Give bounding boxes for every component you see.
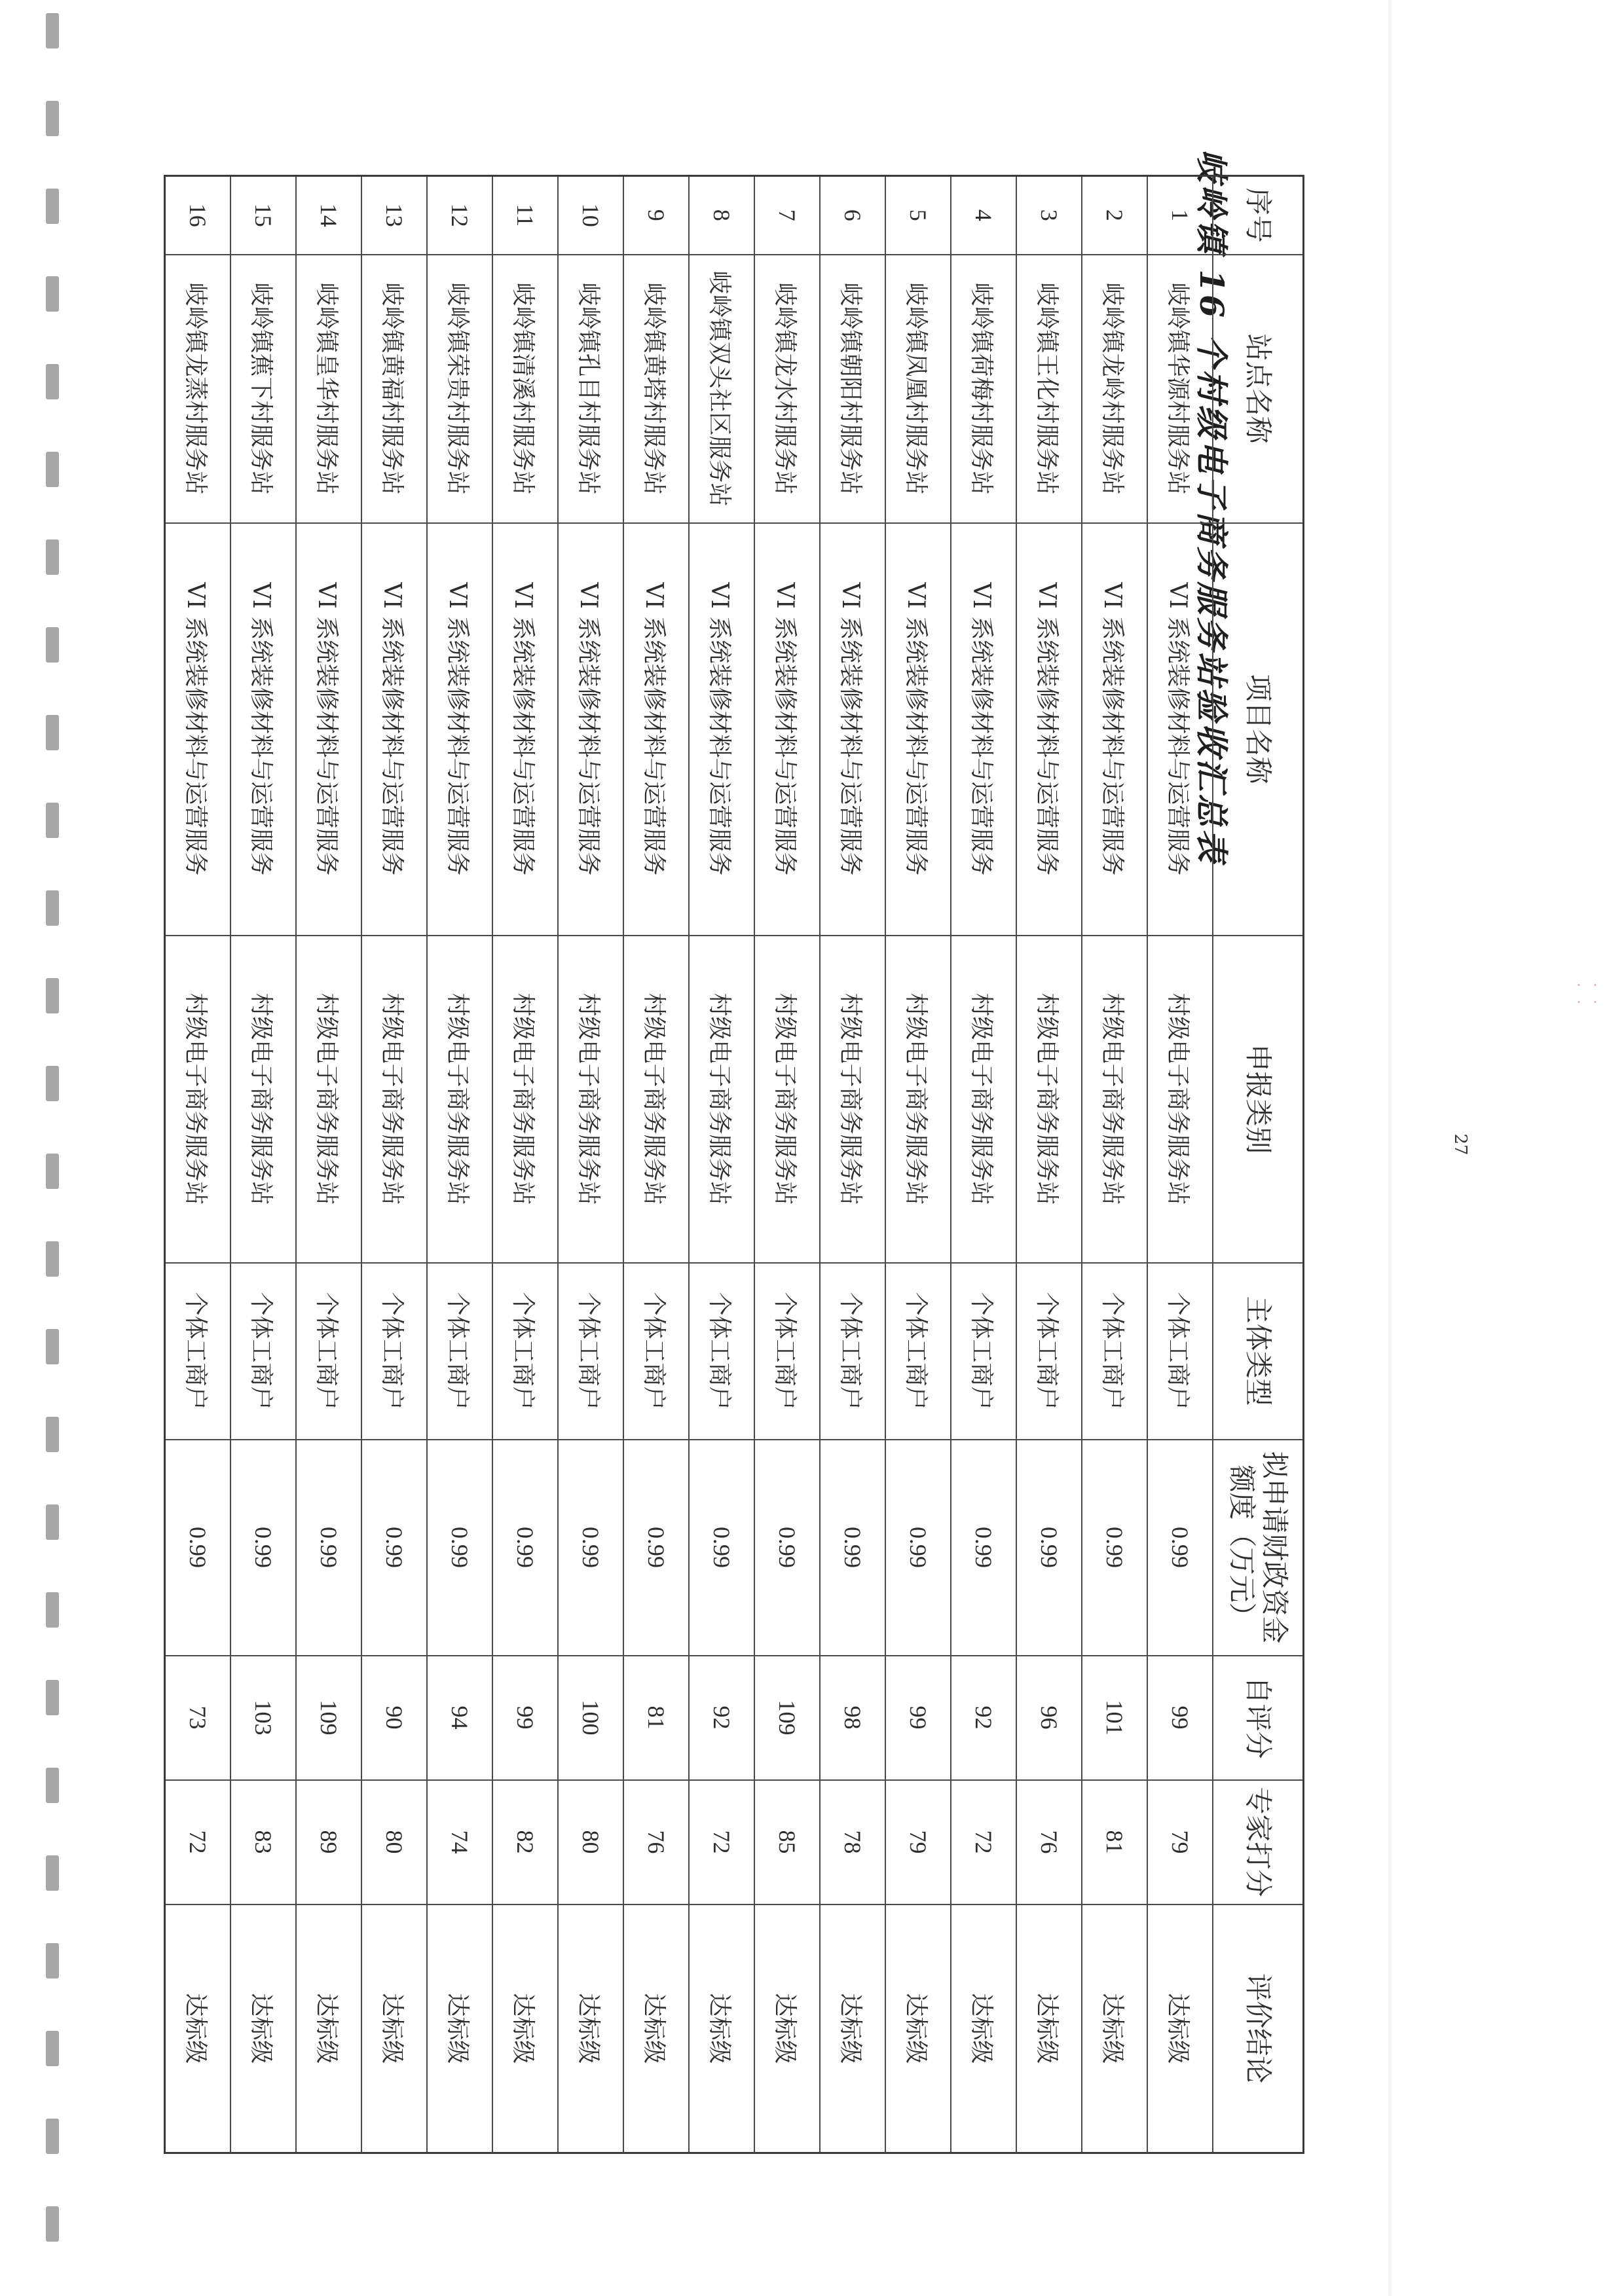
cell-site-name: 岐岭镇朝阳村服务站	[820, 255, 885, 523]
binding-hole	[46, 2119, 59, 2154]
cell-project-name: VI 系统装修材料与运营服务	[689, 523, 754, 936]
cell-amount: 0.99	[1147, 1440, 1213, 1656]
binding-hole	[46, 276, 59, 312]
cell-entity-type: 个体工商户	[689, 1263, 754, 1440]
cell-expert-score: 72	[689, 1780, 754, 1904]
cell-no: 6	[820, 176, 885, 255]
cell-category: 村级电子商务服务站	[558, 936, 623, 1263]
cell-amount: 0.99	[820, 1440, 885, 1656]
cell-amount: 0.99	[427, 1440, 492, 1656]
cell-category: 村级电子商务服务站	[296, 936, 361, 1263]
binding-hole	[46, 1329, 59, 1364]
cell-entity-type: 个体工商户	[492, 1263, 558, 1440]
table-row	[754, 176, 820, 2153]
cell-no: 10	[558, 176, 623, 255]
table-row	[1016, 176, 1082, 2153]
cell-conclusion: 达标级	[951, 1904, 1016, 2153]
cell-self-score: 90	[361, 1656, 427, 1780]
cell-site-name: 岐岭镇凤凰村服务站	[885, 255, 951, 523]
cell-site-name: 岐岭镇黄塔村服务站	[623, 255, 689, 523]
cell-conclusion: 达标级	[1147, 1904, 1213, 2153]
cell-expert-score: 76	[623, 1780, 689, 1904]
cell-project-name: VI 系统装修材料与运营服务	[427, 523, 492, 936]
cell-site-name: 岐岭镇华源村服务站	[1147, 255, 1213, 523]
cell-project-name: VI 系统装修材料与运营服务	[820, 523, 885, 936]
binding-hole	[46, 1855, 59, 1891]
cell-entity-type: 个体工商户	[427, 1263, 492, 1440]
table-header-row	[1213, 176, 1304, 2153]
cell-expert-score: 89	[296, 1780, 361, 1904]
table-row	[558, 176, 623, 2153]
binding-hole	[46, 1154, 59, 1189]
table-row	[296, 176, 361, 2153]
cell-project-name: VI 系统装修材料与运营服务	[885, 523, 951, 936]
cell-amount: 0.99	[492, 1440, 558, 1656]
binding-hole	[46, 978, 59, 1013]
cell-category: 村级电子商务服务站	[754, 936, 820, 1263]
header-entity-type: 主体类型	[1213, 1263, 1304, 1440]
cell-self-score: 99	[492, 1656, 558, 1780]
cell-category: 村级电子商务服务站	[623, 936, 689, 1263]
cell-amount: 0.99	[754, 1440, 820, 1656]
cell-site-name: 岐岭镇清溪村服务站	[492, 255, 558, 523]
cell-site-name: 岐岭镇荷梅村服务站	[951, 255, 1016, 523]
cell-entity-type: 个体工商户	[1082, 1263, 1147, 1440]
cell-project-name: VI 系统装修材料与运营服务	[951, 523, 1016, 936]
summary-table-frame	[164, 175, 1304, 2154]
cell-amount: 0.99	[1016, 1440, 1082, 1656]
table-row	[689, 176, 754, 2153]
cell-project-name: VI 系统装修材料与运营服务	[558, 523, 623, 936]
cell-amount: 0.99	[558, 1440, 623, 1656]
cell-entity-type: 个体工商户	[820, 1263, 885, 1440]
cell-category: 村级电子商务服务站	[1147, 936, 1213, 1263]
cell-no: 15	[231, 176, 296, 255]
cell-category: 村级电子商务服务站	[1082, 936, 1147, 1263]
cell-self-score: 99	[885, 1656, 951, 1780]
cell-project-name: VI 系统装修材料与运营服务	[754, 523, 820, 936]
cell-expert-score: 82	[492, 1780, 558, 1904]
cell-self-score: 81	[623, 1656, 689, 1780]
cell-project-name: VI 系统装修材料与运营服务	[492, 523, 558, 936]
cell-entity-type: 个体工商户	[1147, 1263, 1213, 1440]
table-row	[623, 176, 689, 2153]
cell-site-name: 岐岭镇孔目村服务站	[558, 255, 623, 523]
binding-hole	[46, 13, 59, 48]
binding-hole	[46, 803, 59, 838]
cell-site-name: 岐岭镇皇华村服务站	[296, 255, 361, 523]
cell-conclusion: 达标级	[427, 1904, 492, 2153]
table-row	[361, 176, 427, 2153]
table-row	[231, 176, 296, 2153]
cell-expert-score: 78	[820, 1780, 885, 1904]
header-amount: 拟申请财政资金额度（万元）	[1213, 1440, 1304, 1656]
binding-hole	[46, 1066, 59, 1101]
cell-self-score: 99	[1147, 1656, 1213, 1780]
cell-project-name: VI 系统装修材料与运营服务	[231, 523, 296, 936]
binding-hole	[46, 1943, 59, 1978]
cell-expert-score: 76	[1016, 1780, 1082, 1904]
cell-entity-type: 个体工商户	[754, 1263, 820, 1440]
cell-category: 村级电子商务服务站	[885, 936, 951, 1263]
cell-expert-score: 72	[165, 1780, 231, 1904]
cell-conclusion: 达标级	[1082, 1904, 1147, 2153]
cell-no: 12	[427, 176, 492, 255]
binding-hole	[46, 364, 59, 399]
cell-site-name: 岐岭镇荣贵村服务站	[427, 255, 492, 523]
binding-hole	[46, 1241, 59, 1277]
cell-conclusion: 达标级	[820, 1904, 885, 2153]
binding-hole	[46, 2206, 59, 2242]
cell-site-name: 岐岭镇黄福村服务站	[361, 255, 427, 523]
page-number: 27	[1450, 1133, 1470, 1156]
cell-conclusion: 达标级	[558, 1904, 623, 2153]
cell-amount: 0.99	[1082, 1440, 1147, 1656]
cell-entity-type: 个体工商户	[361, 1263, 427, 1440]
table-row	[1147, 176, 1213, 2153]
cell-category: 村级电子商务服务站	[951, 936, 1016, 1263]
binding-hole	[46, 1680, 59, 1715]
cell-no: 16	[165, 176, 231, 255]
header-project-name: 项目名称	[1213, 523, 1304, 936]
cell-expert-score: 74	[427, 1780, 492, 1904]
cell-no: 1	[1147, 176, 1213, 255]
binding-strip	[31, 0, 77, 2296]
cell-site-name: 岐岭镇王化村服务站	[1016, 255, 1082, 523]
page-edge-shadow	[1388, 0, 1392, 2296]
cell-category: 村级电子商务服务站	[231, 936, 296, 1263]
cell-expert-score: 72	[951, 1780, 1016, 1904]
document-title: 岐岭镇 16 个村级电子商务服务站验收汇总表	[1192, 149, 1231, 865]
cell-entity-type: 个体工商户	[296, 1263, 361, 1440]
cell-site-name: 岐岭镇蕉下村服务站	[231, 255, 296, 523]
cell-expert-score: 79	[1147, 1780, 1213, 1904]
table-row	[492, 176, 558, 2153]
cell-conclusion: 达标级	[296, 1904, 361, 2153]
header-conclusion: 评价结论	[1213, 1904, 1304, 2153]
binding-hole	[46, 627, 59, 663]
cell-conclusion: 达标级	[754, 1904, 820, 2153]
table-row	[1082, 176, 1147, 2153]
cell-expert-score: 79	[885, 1780, 951, 1904]
cell-self-score: 94	[427, 1656, 492, 1780]
binding-hole	[46, 1417, 59, 1452]
cell-category: 村级电子商务服务站	[165, 936, 231, 1263]
cell-no: 7	[754, 176, 820, 255]
cell-conclusion: 达标级	[165, 1904, 231, 2153]
binding-hole	[46, 1504, 59, 1540]
cell-site-name: 岐岭镇龙岭村服务站	[1082, 255, 1147, 523]
cell-category: 村级电子商务服务站	[361, 936, 427, 1263]
cell-self-score: 100	[558, 1656, 623, 1780]
binding-hole	[46, 539, 59, 575]
cell-site-name: 岐岭镇双头社区服务站	[689, 255, 754, 523]
table-row	[885, 176, 951, 2153]
cell-amount: 0.99	[623, 1440, 689, 1656]
cell-project-name: VI 系统装修材料与运营服务	[296, 523, 361, 936]
cell-category: 村级电子商务服务站	[820, 936, 885, 1263]
cell-expert-score: 83	[231, 1780, 296, 1904]
cell-self-score: 103	[231, 1656, 296, 1780]
cell-amount: 0.99	[296, 1440, 361, 1656]
cell-category: 村级电子商务服务站	[689, 936, 754, 1263]
cell-project-name: VI 系统装修材料与运营服务	[1082, 523, 1147, 936]
cell-self-score: 92	[689, 1656, 754, 1780]
cell-amount: 0.99	[361, 1440, 427, 1656]
cell-conclusion: 达标级	[1016, 1904, 1082, 2153]
cell-conclusion: 达标级	[689, 1904, 754, 2153]
cell-amount: 0.99	[689, 1440, 754, 1656]
header-site-name: 站点名称	[1213, 255, 1304, 523]
edge-mark: · · · ·	[1570, 983, 1602, 1008]
cell-self-score: 109	[754, 1656, 820, 1780]
cell-entity-type: 个体工商户	[231, 1263, 296, 1440]
cell-self-score: 101	[1082, 1656, 1147, 1780]
cell-category: 村级电子商务服务站	[1016, 936, 1082, 1263]
cell-entity-type: 个体工商户	[885, 1263, 951, 1440]
cell-no: 5	[885, 176, 951, 255]
binding-hole	[46, 101, 59, 136]
cell-project-name: VI 系统装修材料与运营服务	[165, 523, 231, 936]
cell-amount: 0.99	[885, 1440, 951, 1656]
cell-conclusion: 达标级	[885, 1904, 951, 2153]
cell-project-name: VI 系统装修材料与运营服务	[361, 523, 427, 936]
cell-expert-score: 80	[558, 1780, 623, 1904]
cell-conclusion: 达标级	[231, 1904, 296, 2153]
binding-hole	[46, 189, 59, 224]
cell-no: 2	[1082, 176, 1147, 255]
cell-self-score: 98	[820, 1656, 885, 1780]
cell-site-name: 岐岭镇龙蒸村服务站	[165, 255, 231, 523]
binding-hole	[46, 715, 59, 750]
header-category: 申报类别	[1213, 936, 1304, 1263]
table-row	[820, 176, 885, 2153]
cell-expert-score: 85	[754, 1780, 820, 1904]
table-body	[165, 176, 1213, 2153]
binding-hole	[46, 1768, 59, 1803]
cell-conclusion: 达标级	[492, 1904, 558, 2153]
cell-category: 村级电子商务服务站	[427, 936, 492, 1263]
cell-amount: 0.99	[951, 1440, 1016, 1656]
cell-amount: 0.99	[165, 1440, 231, 1656]
cell-self-score: 92	[951, 1656, 1016, 1780]
cell-self-score: 109	[296, 1656, 361, 1780]
cell-conclusion: 达标级	[361, 1904, 427, 2153]
summary-table	[164, 175, 1304, 2154]
binding-hole	[46, 1592, 59, 1628]
cell-no: 11	[492, 176, 558, 255]
header-self-score: 自评分	[1213, 1656, 1304, 1780]
cell-expert-score: 81	[1082, 1780, 1147, 1904]
cell-entity-type: 个体工商户	[558, 1263, 623, 1440]
cell-project-name: VI 系统装修材料与运营服务	[1147, 523, 1213, 936]
cell-entity-type: 个体工商户	[623, 1263, 689, 1440]
header-expert-score: 专家打分	[1213, 1780, 1304, 1904]
cell-site-name: 岐岭镇龙水村服务站	[754, 255, 820, 523]
cell-self-score: 96	[1016, 1656, 1082, 1780]
cell-expert-score: 80	[361, 1780, 427, 1904]
binding-hole	[46, 2031, 59, 2066]
cell-no: 8	[689, 176, 754, 255]
cell-amount: 0.99	[231, 1440, 296, 1656]
cell-self-score: 73	[165, 1656, 231, 1780]
cell-no: 14	[296, 176, 361, 255]
cell-entity-type: 个体工商户	[951, 1263, 1016, 1440]
cell-no: 4	[951, 176, 1016, 255]
table-row	[165, 176, 231, 2153]
table-row	[427, 176, 492, 2153]
cell-entity-type: 个体工商户	[1016, 1263, 1082, 1440]
cell-category: 村级电子商务服务站	[492, 936, 558, 1263]
cell-project-name: VI 系统装修材料与运营服务	[623, 523, 689, 936]
cell-project-name: VI 系统装修材料与运营服务	[1016, 523, 1082, 936]
cell-no: 13	[361, 176, 427, 255]
cell-conclusion: 达标级	[623, 1904, 689, 2153]
cell-no: 3	[1016, 176, 1082, 255]
binding-hole	[46, 452, 59, 487]
cell-entity-type: 个体工商户	[165, 1263, 231, 1440]
binding-hole	[46, 890, 59, 926]
cell-no: 9	[623, 176, 689, 255]
table-row	[951, 176, 1016, 2153]
header-no: 序号	[1213, 176, 1304, 255]
